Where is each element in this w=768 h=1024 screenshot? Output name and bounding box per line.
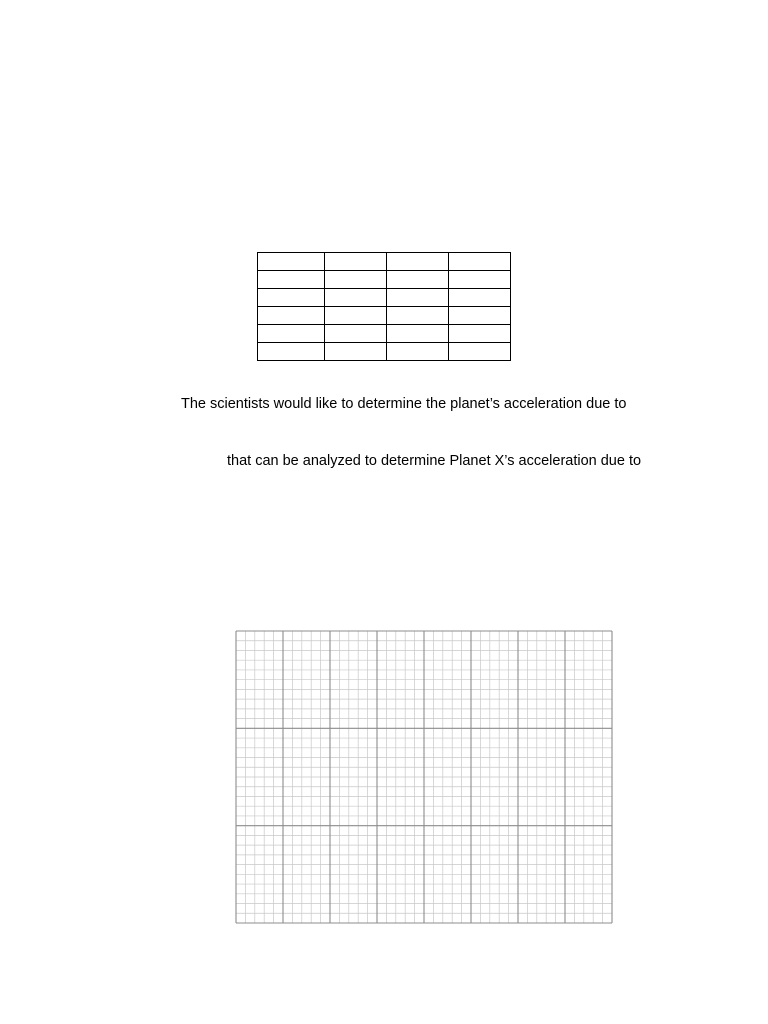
table-cell (325, 343, 387, 361)
table-row (258, 307, 511, 325)
table-cell (325, 271, 387, 289)
graph-grid (235, 630, 613, 924)
blank-data-table (257, 252, 511, 361)
table-row (258, 289, 511, 307)
table-cell (258, 307, 325, 325)
table-cell (387, 343, 449, 361)
table-cell (258, 271, 325, 289)
table-row (258, 253, 511, 271)
table-row (258, 271, 511, 289)
table-cell (325, 325, 387, 343)
table-cell (449, 253, 511, 271)
table-cell (449, 307, 511, 325)
table-cell (258, 253, 325, 271)
table-row (258, 343, 511, 361)
table-cell (258, 325, 325, 343)
table-cell (387, 289, 449, 307)
table-cell (325, 307, 387, 325)
prompt-text-line-2: that can be analyzed to determine Planet X’s acceleration due to (227, 453, 642, 469)
table-cell (387, 253, 449, 271)
prompt-text-line-1: The scientists would like to determine the planet’s acceleration due to (181, 396, 627, 412)
table-cell (387, 307, 449, 325)
table-cell (387, 271, 449, 289)
table-cell (325, 289, 387, 307)
table-cell (325, 253, 387, 271)
table-cell (258, 343, 325, 361)
table-cell (449, 325, 511, 343)
table-row (258, 325, 511, 343)
table-cell (258, 289, 325, 307)
table-cell (449, 289, 511, 307)
table-cell (387, 325, 449, 343)
table-cell (449, 343, 511, 361)
graph-paper (235, 630, 613, 924)
table-cell (449, 271, 511, 289)
